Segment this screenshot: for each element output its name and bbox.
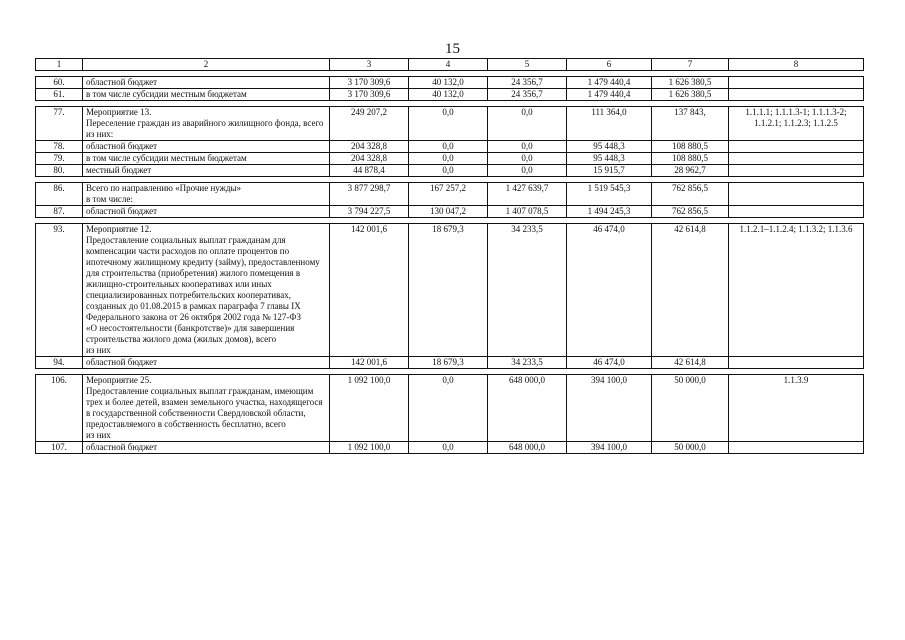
value-col-6: 46 474,0 (567, 224, 652, 357)
column-header: 3 (330, 59, 409, 71)
value-col-5: 24 356,7 (488, 89, 567, 101)
row-description: в том числе субсидии местным бюджетам (83, 89, 330, 101)
value-col-5: 0,0 (488, 165, 567, 177)
value-col-3: 3 170 309,6 (330, 89, 409, 101)
value-col-6: 1 519 545,3 (567, 183, 652, 206)
row-number: 80. (36, 165, 83, 177)
row-number: 87. (36, 206, 83, 218)
value-col-3: 3 877 298,7 (330, 183, 409, 206)
value-col-4: 0,0 (409, 107, 488, 141)
row-number: 106. (36, 375, 83, 442)
value-col-6: 1 479 440,4 (567, 77, 652, 89)
row-description: областной бюджет (83, 357, 330, 369)
row-number: 79. (36, 153, 83, 165)
value-col-6: 394 100,0 (567, 442, 652, 454)
value-col-6: 15 915,7 (567, 165, 652, 177)
value-col-4: 0,0 (409, 165, 488, 177)
table-row (36, 442, 864, 454)
value-col-7: 108 880,5 (652, 141, 729, 153)
value-col-6: 95 448,3 (567, 141, 652, 153)
column-header: 2 (83, 59, 330, 71)
table-row (36, 141, 864, 153)
value-col-4: 18 679,3 (409, 357, 488, 369)
row-number: 93. (36, 224, 83, 357)
value-col-6: 95 448,3 (567, 153, 652, 165)
value-col-6: 1 494 245,3 (567, 206, 652, 218)
value-col-4: 18 679,3 (409, 224, 488, 357)
value-col-4: 40 132,0 (409, 89, 488, 101)
value-col-7: 42 614,8 (652, 224, 729, 357)
row-description: Мероприятие 13. Переселение граждан из аварийного жилищного фонда, всего из них: (83, 107, 330, 141)
value-col-5: 34 233,5 (488, 224, 567, 357)
value-col-3: 1 092 100,0 (330, 375, 409, 442)
value-col-7: 28 962,7 (652, 165, 729, 177)
target-indicators (729, 357, 864, 369)
target-indicators (729, 77, 864, 89)
value-col-4: 130 047,2 (409, 206, 488, 218)
value-col-5: 34 233,5 (488, 357, 567, 369)
value-col-7: 1 626 380,5 (652, 77, 729, 89)
table-header-row (36, 59, 864, 71)
row-description: Всего по направлению «Прочие нужды» в том числе: (83, 183, 330, 206)
table-row (36, 89, 864, 101)
table-row (36, 107, 864, 141)
table-row (36, 375, 864, 442)
table-row (36, 206, 864, 218)
row-number: 94. (36, 357, 83, 369)
row-number: 60. (36, 77, 83, 89)
value-col-5: 0,0 (488, 141, 567, 153)
value-col-4: 0,0 (409, 375, 488, 442)
value-col-3: 204 328,8 (330, 141, 409, 153)
value-col-4: 40 132,0 (409, 77, 488, 89)
table-row (36, 183, 864, 206)
target-indicators (729, 141, 864, 153)
column-header: 7 (652, 59, 729, 71)
target-indicators (729, 206, 864, 218)
table-row (36, 165, 864, 177)
value-col-7: 50 000,0 (652, 375, 729, 442)
page-number: 15 (445, 41, 460, 57)
value-col-4: 167 257,2 (409, 183, 488, 206)
value-col-3: 3 794 227,5 (330, 206, 409, 218)
value-col-7: 42 614,8 (652, 357, 729, 369)
row-description: Мероприятие 25. Предоставление социальных выплат гражданам, имеющим трех и более детей, взамен земельного участка, находящегося в государственной собственности Свердловской области, предоставляемого в собственность бесплатно, всего из них (83, 375, 330, 442)
value-col-5: 648 000,0 (488, 442, 567, 454)
column-header: 5 (488, 59, 567, 71)
row-number: 86. (36, 183, 83, 206)
row-number: 107. (36, 442, 83, 454)
target-indicators: 1.1.3.9 (729, 375, 864, 442)
target-indicators: 1.1.1.1; 1.1.1.3-1; 1.1.1.3-2; 1.1.2.1; 1.1.2.3; 1.1.2.5 (729, 107, 864, 141)
value-col-7: 137 843, (652, 107, 729, 141)
value-col-5: 0,0 (488, 107, 567, 141)
value-col-7: 762 856,5 (652, 206, 729, 218)
column-header: 6 (567, 59, 652, 71)
target-indicators (729, 165, 864, 177)
value-col-5: 1 427 639,7 (488, 183, 567, 206)
value-col-7: 1 626 380,5 (652, 89, 729, 101)
target-indicators: 1.1.2.1–1.1.2.4; 1.1.3.2; 1.1.3.6 (729, 224, 864, 357)
row-description: местный бюджет (83, 165, 330, 177)
row-description: областной бюджет (83, 206, 330, 218)
row-number: 61. (36, 89, 83, 101)
row-description: в том числе субсидии местным бюджетам (83, 153, 330, 165)
table-row (36, 357, 864, 369)
value-col-5: 0,0 (488, 153, 567, 165)
row-description: Мероприятие 12. Предоставление социальных выплат гражданам для компенсации части расходов по оплате процентов по ипотечному жилищному кредиту (займу), предоставленному для строительства (приобретения) жилого помещения в жилищно-строительных кооперативах или иных специализированных потребительских кооперативах, созданных до 01.08.2015 в рамках параграфа 7 главы IX Федерального закона от 26 октября 2002 года № 127-ФЗ «О несостоятельности (банкротстве)» для завершения строительства жилого дома (жилых домов), всего из них (83, 224, 330, 357)
column-header: 4 (409, 59, 488, 71)
column-header: 1 (36, 59, 83, 71)
value-col-3: 44 878,4 (330, 165, 409, 177)
row-number: 77. (36, 107, 83, 141)
value-col-6: 111 364,0 (567, 107, 652, 141)
value-col-4: 0,0 (409, 442, 488, 454)
table-row (36, 224, 864, 357)
value-col-6: 1 479 440,4 (567, 89, 652, 101)
column-header: 8 (729, 59, 864, 71)
table-row (36, 153, 864, 165)
table-row (36, 77, 864, 89)
value-col-3: 204 328,8 (330, 153, 409, 165)
value-col-6: 46 474,0 (567, 357, 652, 369)
row-description: областной бюджет (83, 141, 330, 153)
value-col-3: 142 001,6 (330, 224, 409, 357)
value-col-6: 394 100,0 (567, 375, 652, 442)
value-col-4: 0,0 (409, 153, 488, 165)
target-indicators (729, 442, 864, 454)
value-col-4: 0,0 (409, 141, 488, 153)
value-col-3: 249 207,2 (330, 107, 409, 141)
value-col-7: 50 000,0 (652, 442, 729, 454)
target-indicators (729, 183, 864, 206)
target-indicators (729, 89, 864, 101)
value-col-5: 1 407 078,5 (488, 206, 567, 218)
value-col-3: 142 001,6 (330, 357, 409, 369)
row-description: областной бюджет (83, 77, 330, 89)
row-number: 78. (36, 141, 83, 153)
value-col-3: 1 092 100,0 (330, 442, 409, 454)
value-col-7: 762 856,5 (652, 183, 729, 206)
budget-table (35, 58, 863, 454)
value-col-3: 3 170 309,6 (330, 77, 409, 89)
target-indicators (729, 153, 864, 165)
value-col-5: 24 356,7 (488, 77, 567, 89)
value-col-7: 108 880,5 (652, 153, 729, 165)
row-description: областной бюджет (83, 442, 330, 454)
value-col-5: 648 000,0 (488, 375, 567, 442)
